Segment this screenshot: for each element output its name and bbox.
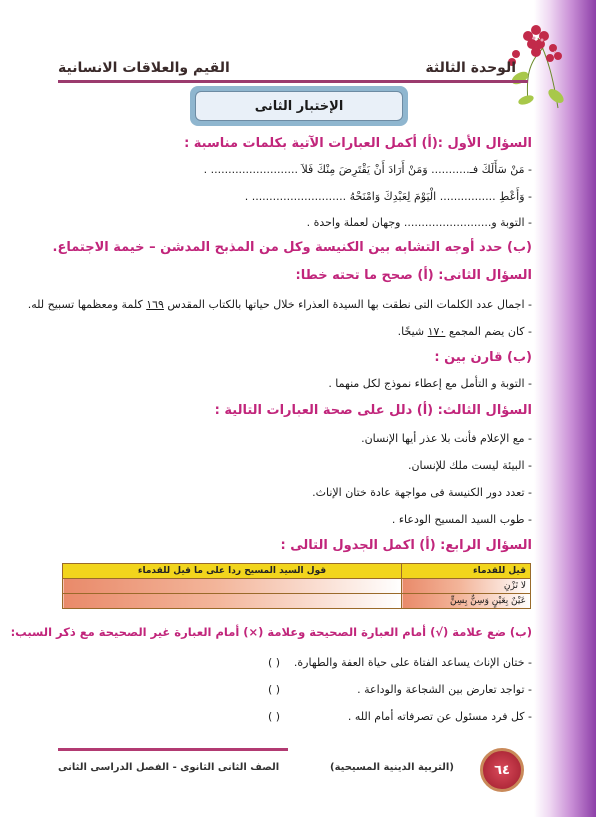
answer-parens[interactable]: ( )	[268, 656, 281, 669]
comparison-table	[62, 563, 531, 609]
q1-b: (ب) حدد أوجه التشابه بين الكنيسة وكل من المذبح المدشن – خيمة الاجتماع.	[52, 240, 532, 255]
topic-title: القيم والعلاقات الانسانية	[58, 60, 230, 76]
q3-line-3: - تعدد دور الكنيسة فى مواجهة عادة ختان الإناث.	[312, 486, 532, 499]
q4-b: (ب) ضع علامة (√) أمام العبارة الصحيحة وعلامة (×) أمام العبارة غير الصحيحة مع ذكر السبب:	[10, 625, 532, 639]
table-row: لا تَزْنِ	[63, 579, 531, 594]
footer-rule	[58, 748, 288, 751]
q2-line-1: - اجمال عدد الكلمات التى نطقت بها السيدة العذراء خلال حياتها بالكتاب المقدس ١٦٩ كلمة ومعظمها تسبيح لله.	[27, 298, 532, 311]
underlined-number: ١٧٠	[427, 325, 446, 338]
subject-label: (التربية الدينية المسيحية)	[330, 762, 454, 773]
page-header	[58, 58, 516, 80]
q2-heading: السؤال الثانى: (أ) صحح ما تحته خطا:	[295, 268, 532, 283]
q3-line-1: - مع الإعلام فأنت بلا عذر أيها الإنسان.	[361, 432, 532, 445]
q1-line-3: - التوبة و......................... وجهان لعملة واحدة .	[306, 216, 532, 229]
q4-heading: السؤال الرابع: (أ) اكمل الجدول التالى :	[280, 538, 532, 553]
unit-title: الوحدة الثالثة	[425, 60, 516, 76]
tf-line-3: - كل فرد مسئول عن تصرفاته أمام الله .	[347, 710, 532, 723]
exam-title: الإختبار الثانى	[254, 98, 344, 114]
q1-heading: السؤال الأول :(أ) أكمل العبارات الآتية بكلمات مناسبة :	[184, 136, 532, 151]
answer-parens[interactable]: ( )	[268, 710, 281, 723]
tf-line-2: - تواجد تعارض بين الشجاعة والوداعة .	[357, 683, 532, 696]
q2-b-line: - التوبة و التأمل مع إعطاء نموذج لكل منهما .	[328, 377, 532, 390]
q1-line-1: - مَنْ سَأَلَكَ فـ........... وَمَنْ أَرَادَ أَنْ يَقْتَرِضَ مِنْكَ فَلاَ ......................... .	[203, 163, 532, 176]
answer-parens[interactable]: ( )	[268, 683, 281, 696]
page-number-badge: ٦٤	[480, 748, 524, 792]
q3-heading: السؤال الثالث: (أ) دلل على صحة العبارات التالية :	[214, 403, 532, 418]
grade-label: الصف الثانى الثانوى - الفصل الدراسى الثانى	[58, 762, 280, 773]
q3-line-4: - طوب السيد المسيح الودعاء .	[391, 513, 532, 526]
answer-cell[interactable]	[63, 594, 402, 609]
q1-line-2: - وَأَعْطِ ................ الْيَوْمَ لِعَبْدِكَ وَامْنَحْهُ ........................... .	[244, 190, 532, 203]
table-header-christ-reply: قول السيد المسيح ردا على ما قيل للقدماء	[63, 564, 402, 579]
underlined-number: ١٦٩	[146, 298, 164, 311]
q2-line-2: - كان يضم المجمع ١٧٠ شيخًا.	[397, 325, 532, 338]
header-rule	[58, 80, 528, 83]
side-decor-band	[534, 0, 596, 817]
table-row: عَيْنٌ بِعَيْنٍ وَسِنٌّ بِسِنٍّ	[63, 594, 531, 609]
answer-cell[interactable]	[63, 579, 402, 594]
tf-line-1: - ختان الإناث يساعد الفتاة على حياة العفة والطهارة.	[293, 656, 532, 669]
q3-line-2: - البيئة ليست ملك للإنسان.	[407, 459, 532, 472]
table-header-said-to-ancients: قيل للقدماء	[402, 564, 531, 579]
q2-b: (ب) قارن بين :	[434, 350, 532, 365]
exam-title-box	[190, 86, 408, 126]
